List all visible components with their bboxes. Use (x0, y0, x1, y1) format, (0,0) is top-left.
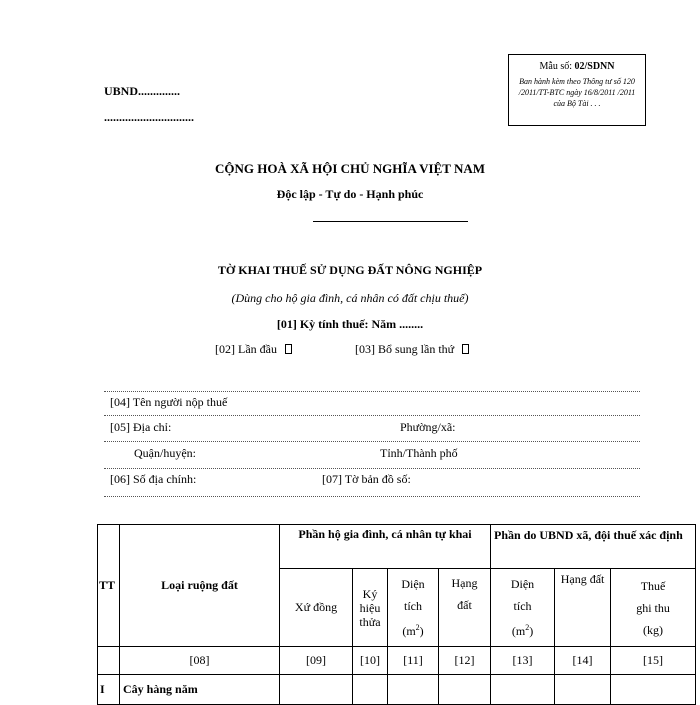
table-code-row (98, 647, 696, 675)
plot-code-header-line: hiệu (359, 600, 381, 615)
table-cell[interactable] (611, 675, 696, 705)
supplement-option[interactable] (355, 342, 469, 357)
form-code-value: 02/SDNN (574, 61, 615, 72)
ubnd-area-unit: (m (511, 624, 526, 638)
plot-code-header-line: thửa (359, 614, 381, 629)
issuing-authority: UBND.............. (104, 84, 181, 98)
tax-header-line: ghi thu (636, 600, 670, 615)
area-unit-sup: 2 (415, 623, 420, 632)
form-issuance-note: Ban hành kèm theo Thông tư số 120 /2011/TT-BTC ngày 16/8/2011 /2011 của Bộ Tài . . . (518, 77, 636, 108)
grade-header-line: Hạng (451, 576, 478, 590)
province-field[interactable]: Tỉnh/Thành phố (380, 446, 458, 460)
code-cell: [08] (120, 647, 280, 675)
table-header-row (98, 525, 696, 569)
plot-code-header-line: Ký (362, 586, 378, 601)
ubnd-area-header (491, 569, 555, 647)
cadastral-number-field[interactable]: [06] Số địa chính: (110, 472, 197, 486)
grade-header-line: đất (457, 598, 472, 612)
code-cell: [15] (611, 647, 696, 675)
code-cell: [12] (439, 647, 491, 675)
form-code (512, 61, 642, 72)
table-cell[interactable] (491, 675, 555, 705)
supplement-label: [03] Bổ sung lần thứ (355, 342, 455, 356)
row-tt-cell: I (98, 675, 120, 705)
table-cell[interactable] (388, 675, 439, 705)
first-time-option[interactable] (215, 342, 292, 357)
national-motto: Độc lập - Tự do - Hạnh phúc (276, 187, 424, 201)
issuing-authority-line2: .............................. (104, 110, 194, 124)
plot-code-header (353, 569, 388, 647)
area-header (388, 569, 439, 647)
tax-period: [01] Kỳ tính thuế: Năm ........ (276, 317, 424, 331)
national-title: CỘNG HOÀ XÃ HỘI CHỦ NGHĨA VIỆT NAM (214, 161, 486, 176)
motto-underline (313, 221, 468, 222)
table-cell[interactable] (353, 675, 388, 705)
dotted-line (104, 441, 640, 442)
ubnd-area-unit-close: ) (529, 624, 534, 638)
code-cell: [13] (491, 647, 555, 675)
ubnd-grade-header: Hạng đất (555, 569, 611, 647)
form-code-label: Mẫu số: (539, 61, 575, 72)
area-header-line: tích (404, 599, 422, 613)
form-subtitle: (Dùng cho hộ gia đình, cá nhân có đất chịu thuế) (231, 291, 469, 305)
map-sheet-number-field[interactable]: [07] Tờ bản đồ số: (322, 472, 411, 486)
field-header: Xứ đồng (280, 569, 353, 647)
supplement-checkbox[interactable] (462, 344, 469, 354)
district-field[interactable]: Quận/huyện: (134, 446, 196, 460)
form-title: TỜ KHAI THUẾ SỬ DỤNG ĐẤT NÔNG NGHIỆP (217, 263, 483, 277)
dotted-line (104, 391, 640, 392)
area-header-line: Diện (401, 577, 425, 591)
tax-header-line: Thuế (640, 578, 666, 593)
tax-header-line: (kg) (643, 622, 664, 637)
ubnd-area-header-line: tích (513, 599, 532, 613)
dotted-line (104, 415, 640, 416)
ward-field[interactable]: Phường/xã: (400, 420, 456, 434)
first-time-checkbox[interactable] (285, 344, 292, 354)
area-unit: (m (402, 624, 416, 638)
household-group-header: Phần hộ gia đình, cá nhân tự khai (280, 525, 491, 569)
ubnd-area-unit-sup: 2 (525, 623, 530, 632)
area-unit-close: ) (419, 624, 424, 638)
address-field[interactable]: [05] Địa chỉ: (110, 420, 172, 434)
first-time-label: [02] Lần đầu (215, 342, 277, 356)
ubnd-area-header-line: Diện (510, 577, 535, 591)
table-cell[interactable] (555, 675, 611, 705)
tax-header (611, 569, 696, 647)
land-tax-table (97, 524, 696, 705)
row-label-cell: Cây hàng năm (120, 675, 280, 705)
code-cell: [10] (353, 647, 388, 675)
ubnd-group-header: Phần do UBND xã, đội thuế xác định (491, 525, 696, 569)
code-cell: [09] (280, 647, 353, 675)
grade-header (439, 569, 491, 647)
table-cell (98, 647, 120, 675)
form-code-box (508, 54, 646, 126)
table-cell[interactable] (280, 675, 353, 705)
taxpayer-name-field[interactable]: [04] Tên người nộp thuế (110, 395, 228, 409)
col-tt-header: TT (98, 525, 120, 647)
code-cell: [11] (388, 647, 439, 675)
code-cell: [14] (555, 647, 611, 675)
table-cell[interactable] (439, 675, 491, 705)
dotted-line (104, 468, 640, 469)
col-land-type-header: Loại ruộng đất (120, 525, 280, 647)
dotted-line (104, 496, 640, 497)
table-row (98, 675, 696, 705)
